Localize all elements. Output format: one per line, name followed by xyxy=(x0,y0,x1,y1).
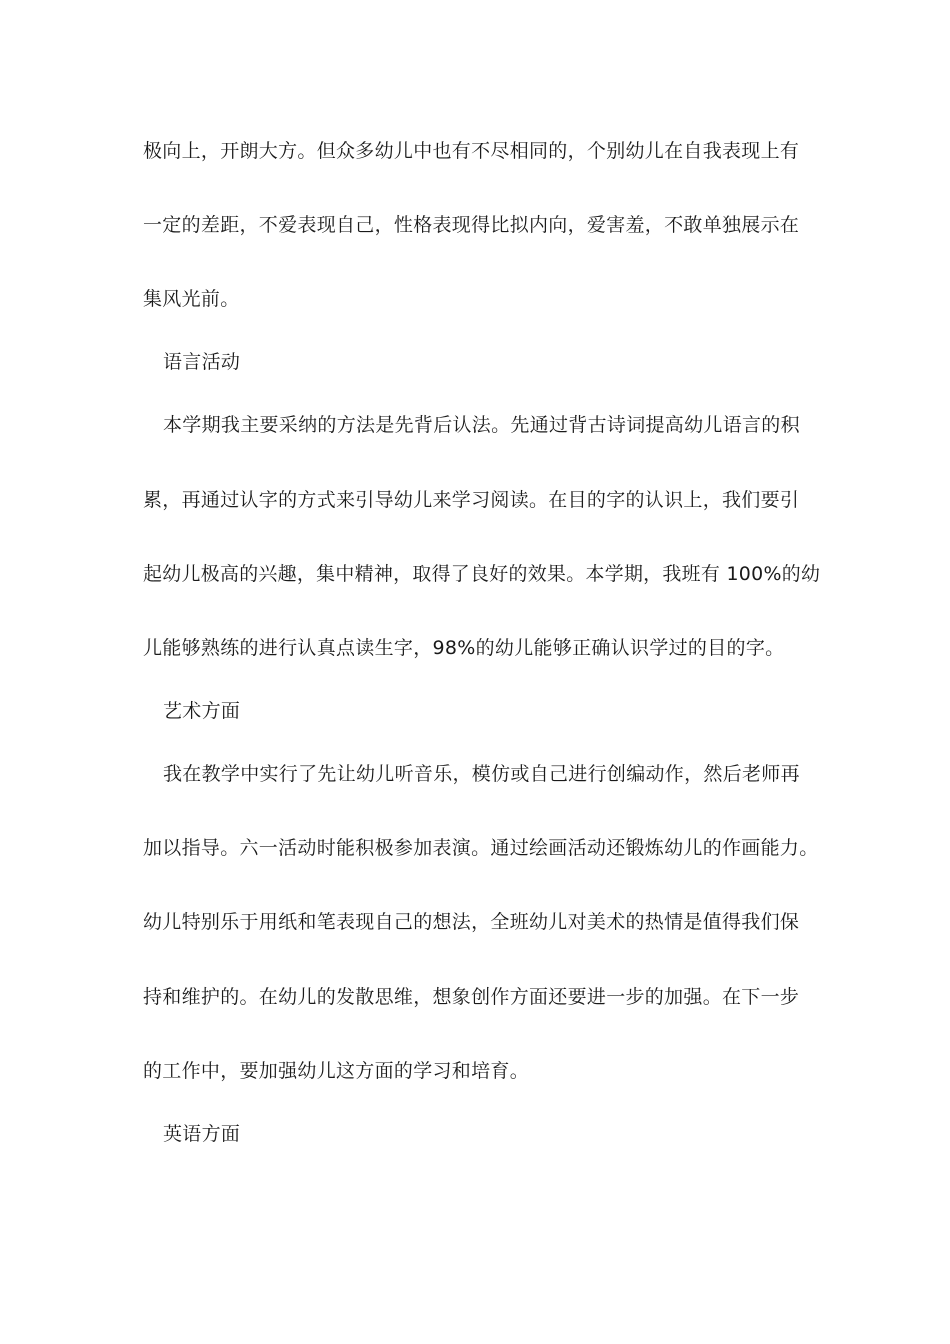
paragraph-line: 起幼儿极高的兴趣，集中精神，取得了良好的效果。本学期，我班有 100%的幼 xyxy=(143,563,821,585)
paragraph-line: 本学期我主要采纳的方法是先背后认法。先通过背古诗词提高幼儿语言的积 xyxy=(163,414,800,436)
paragraph-line: 的工作中，要加强幼儿这方面的学习和培育。 xyxy=(143,1060,530,1082)
paragraph-line: 儿能够熟练的进行认真点读生字，98%的幼儿能够正确认识学过的目的字。 xyxy=(143,637,785,659)
paragraph-line: 我在教学中实行了先让幼儿听音乐，模仿或自己进行创编动作，然后老师再 xyxy=(163,763,800,785)
section-heading-art: 艺术方面 xyxy=(163,700,241,722)
paragraph-line: 一定的差距，不爱表现自己，性格表现得比拟内向，爱害羞，不敢单独展示在 xyxy=(143,214,800,236)
paragraph-line: 持和维护的。在幼儿的发散思维，想象创作方面还要进一步的加强。在下一步 xyxy=(143,986,800,1008)
section-heading-language: 语言活动 xyxy=(163,351,241,373)
paragraph-line: 累，再通过认字的方式来引导幼儿来学习阅读。在目的字的认识上，我们要引 xyxy=(143,489,800,511)
section-heading-english: 英语方面 xyxy=(163,1123,241,1145)
paragraph-line: 集风光前。 xyxy=(143,288,240,310)
paragraph-line: 极向上，开朗大方。但众多幼儿中也有不尽相同的，个别幼儿在自我表现上有 xyxy=(143,140,800,162)
paragraph-line: 幼儿特别乐于用纸和笔表现自己的想法，全班幼儿对美术的热情是值得我们保 xyxy=(143,911,800,933)
paragraph-line: 加以指导。六一活动时能积极参加表演。通过绘画活动还锻炼幼儿的作画能力。 xyxy=(143,837,819,859)
